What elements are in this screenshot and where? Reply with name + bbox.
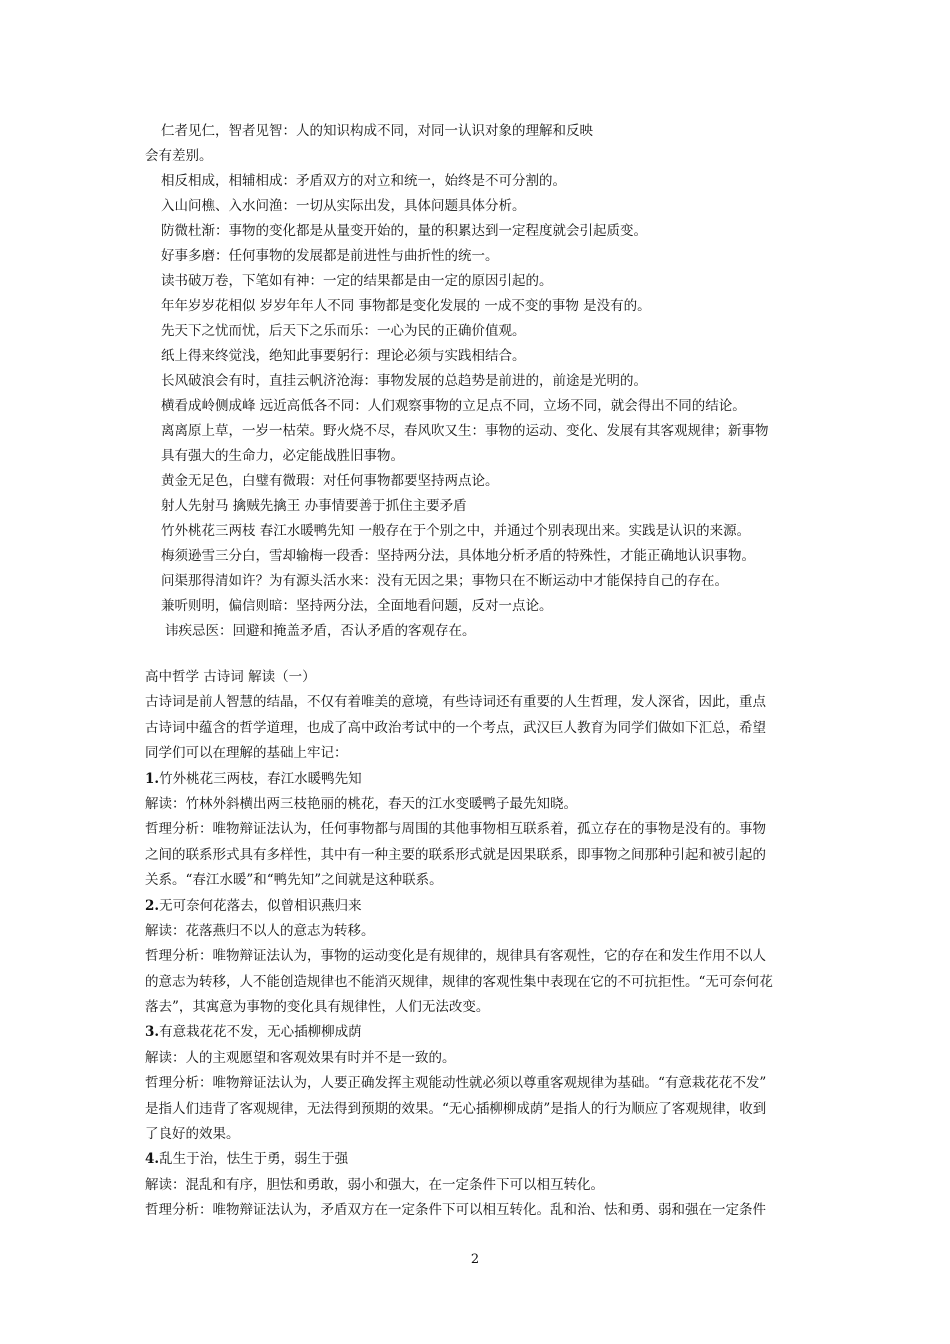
idiom-line: 入山问樵、入水问渔：一切从实际出发，具体问题具体分析。: [161, 198, 526, 214]
idiom-line: 讳疾忌医：回避和掩盖矛盾，否认矛盾的客观存在。: [165, 623, 476, 639]
idiom-line: 具有强大的生命力，必定能战胜旧事物。: [161, 448, 404, 464]
idiom-line: 相反相成，相辅相成：矛盾双方的对立和统一，始终是不可分割的。: [161, 173, 566, 189]
idiom-line: 仁者见仁，智者见智：人的知识构成不同，对同一认识对象的理解和反映: [161, 123, 593, 139]
idiom-line: 年年岁岁花相似 岁岁年年人不同 事物都是变化发展的 一成不变的事物 是没有的。: [161, 298, 651, 314]
idiom-line: 好事多磨：任何事物的发展都是前进性与曲折性的统一。: [161, 248, 499, 264]
idiom-list: [145, 119, 835, 644]
item-line: 哲理分析：唯物辩证法认为，任何事物都与周围的其他事物相互联系着，孤立存在的事物是没有的。事物: [145, 821, 766, 838]
item-line: 之间的联系形式具有多样性，其中有一种主要的联系形式就是因果联系，即事物之间那种引起和被引起的: [145, 846, 766, 863]
item-line: 解读：竹林外斜横出两三枝艳丽的桃花，春天的江水变暖鸭子最先知晓。: [145, 795, 577, 812]
idiom-line: 黄金无足色，白璧有微瑕：对任何事物都要坚持两点论。: [161, 473, 499, 489]
item-title-text: 乱生于治，怯生于勇，弱生于强: [159, 1151, 349, 1168]
intro-line: 古诗词中蕴含的哲学道理，也成了高中政治考试中的一个考点，武汉巨人教育为同学们做如下汇总，希望: [145, 719, 766, 736]
idiom-line: 梅须逊雪三分白，雪却输梅一段香：坚持两分法，具体地分析矛盾的特殊性，才能正确地认识事物。: [161, 548, 755, 564]
article-intro: [145, 690, 825, 766]
idiom-line: 纸上得来终觉浅，绝知此事要躬行：理论必须与实践相结合。: [161, 348, 526, 364]
item-line: 哲理分析：唯物辩证法认为，人要正确发挥主观能动性就必须以尊重客观规律为基础。“有意栽花花不发”: [145, 1075, 767, 1092]
article-heading: 高中哲学 古诗词 解读（一）: [145, 669, 316, 685]
idiom-line: 横看成岭侧成峰 远近高低各不同：人们观察事物的立足点不同，立场不同，就会得出不同的结论。: [161, 398, 746, 414]
idiom-line: 长风破浪会有时，直挂云帆济沧海：事物发展的总趋势是前进的，前途是光明的。: [161, 373, 647, 389]
intro-line: 古诗词是前人智慧的结晶，不仅有着唯美的意境，有些诗词还有重要的人生哲理，发人深省，因此，重点: [145, 694, 766, 711]
item-line: 哲理分析：唯物辩证法认为，矛盾双方在一定条件下可以相互转化。乱和治、怯和勇、弱和强在一定条件: [145, 1202, 766, 1219]
item-line: 落去”，其寓意为事物的变化具有规律性，人们无法改变。: [145, 999, 490, 1016]
item-title: [145, 1020, 825, 1045]
item-title-text: 有意栽花花不发，无心插柳柳成荫: [159, 1024, 362, 1041]
item-title-text: 竹外桃花三两枝，春江水暖鸭先知: [159, 770, 362, 787]
item-number: 3.: [145, 1024, 160, 1041]
idiom-line: 竹外桃花三两枝 春江水暖鸭先知 一般存在于个别之中，并通过个别表现出来。实践是认识的来源。: [161, 523, 751, 539]
intro-line: 同学们可以在理解的基础上牢记：: [145, 745, 348, 762]
item-line: 解读：人的主观愿望和客观效果有时并不是一致的。: [145, 1049, 456, 1066]
idiom-line: 先天下之忧而忧，后天下之乐而乐：一心为民的正确价值观。: [161, 323, 526, 339]
item-line: 解读：花落燕归不以人的意志为转移。: [145, 922, 375, 939]
item-title-text: 无可奈何花落去，似曾相识燕归来: [159, 897, 362, 914]
item-number: 1.: [145, 770, 160, 787]
item-line: 哲理分析：唯物辩证法认为，事物的运动变化是有规律的，规律具有客观性，它的存在和发生作用不以人: [145, 948, 766, 965]
article-items: [145, 767, 825, 1224]
item-title: [145, 894, 825, 919]
item-title: [145, 767, 825, 792]
idiom-line: 离离原上草，一岁一枯荣。野火烧不尽，春风吹又生：事物的运动、变化、发展有其客观规律；新事物: [161, 423, 769, 439]
page-number: 2: [470, 1252, 480, 1267]
item-line: 的意志为转移，人不能创造规律也不能消灭规律，规律的客观性集中表现在它的不可抗拒性。“无可奈何花: [145, 973, 773, 990]
idiom-line: 射人先射马 擒贼先擒王 办事情要善于抓住主要矛盾: [161, 498, 467, 514]
idiom-line: 兼听则明，偏信则暗：坚持两分法，全面地看问题，反对一点论。: [161, 598, 553, 614]
item-number: 4.: [145, 1151, 160, 1168]
idiom-line: 防微杜渐：事物的变化都是从量变开始的，量的积累达到一定程度就会引起质变。: [161, 223, 647, 239]
item-number: 2.: [145, 897, 160, 914]
item-line: 了良好的效果。: [145, 1126, 240, 1143]
idiom-line: 读书破万卷，下笔如有神：一定的结果都是由一定的原因引起的。: [161, 273, 553, 289]
item-line: 是指人们违背了客观规律，无法得到预期的效果。“无心插柳柳成荫”是指人的行为顺应了客观规律，收到: [145, 1100, 767, 1117]
item-title: [145, 1147, 825, 1172]
article-section: [145, 665, 825, 1224]
idiom-line: 问渠那得清如许？为有源头活水来：没有无因之果；事物只在不断运动中才能保持自己的存在。: [161, 573, 728, 589]
item-line: 关系。“春江水暖”和“鸭先知”之间就是这种联系。: [145, 872, 443, 889]
item-line: 解读：混乱和有序，胆怯和勇敢，弱小和强大，在一定条件下可以相互转化。: [145, 1176, 604, 1193]
idiom-line: 会有差别。: [145, 148, 213, 164]
